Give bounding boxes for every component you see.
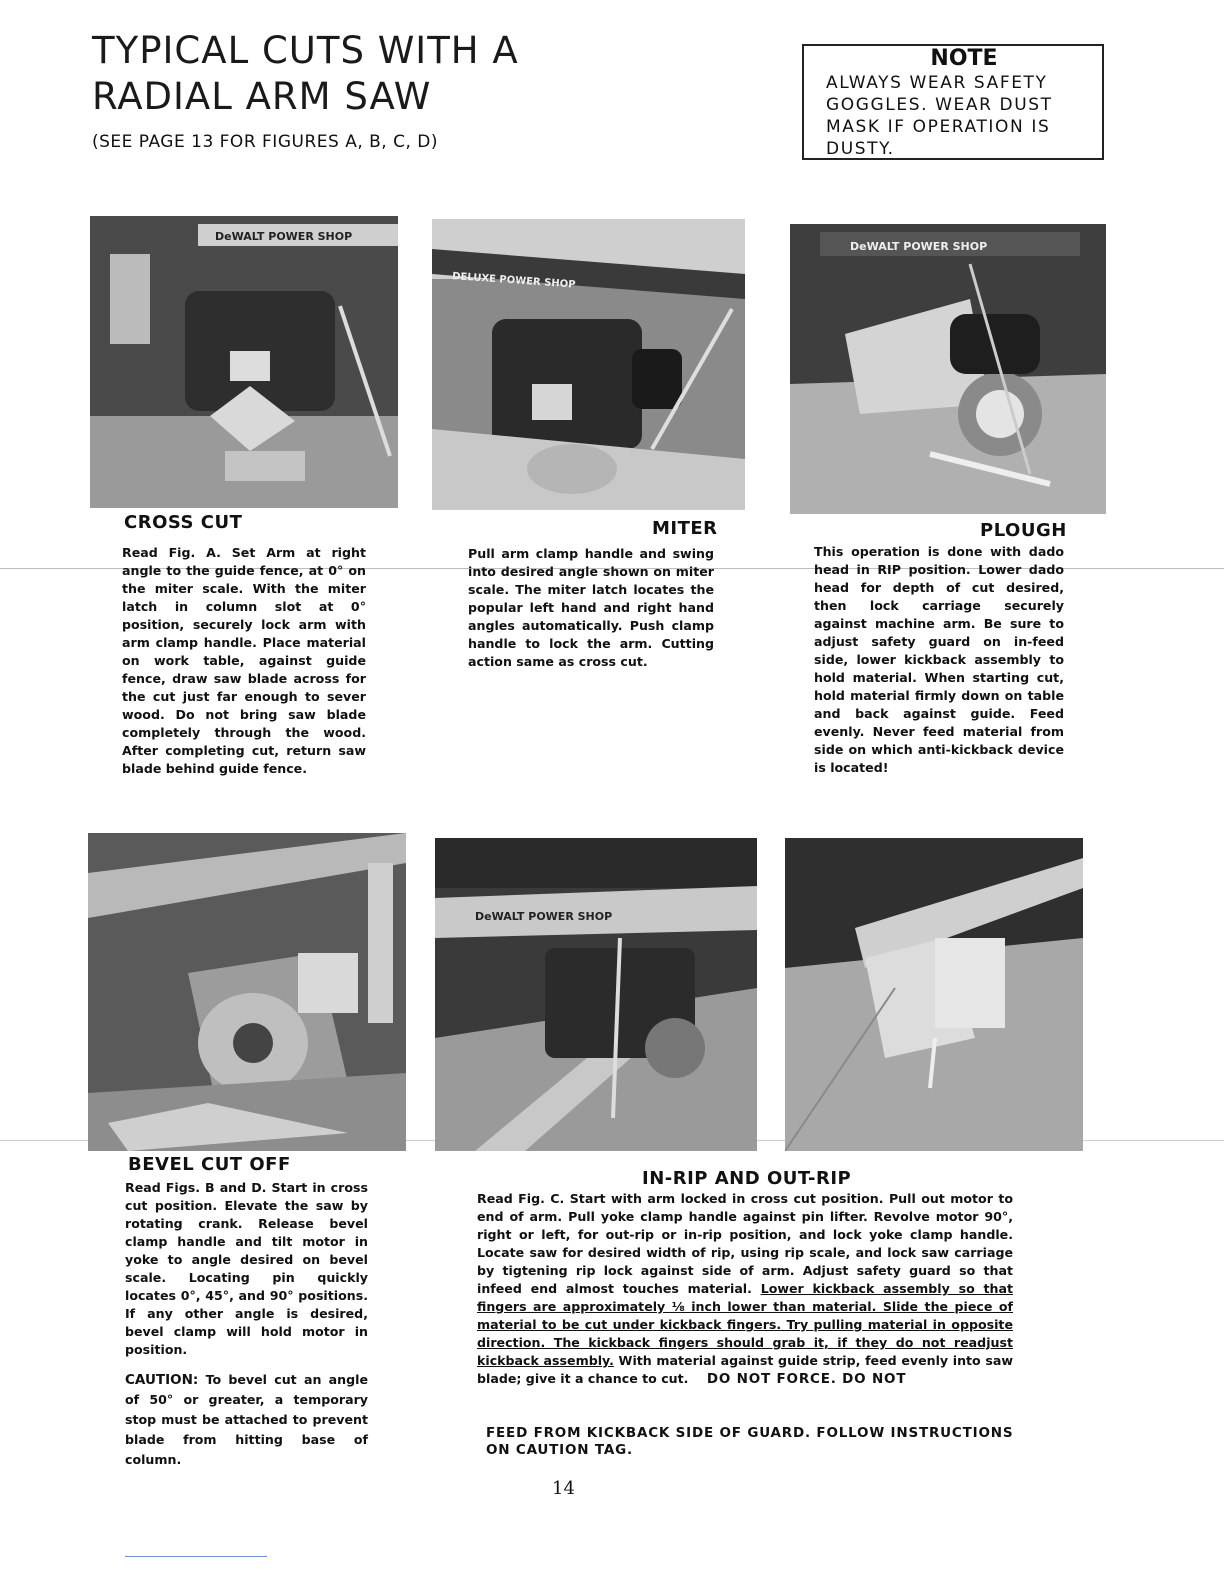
cross-cut-text: Read Fig. A. Set Arm at right angle to the guide fence, at 0° on the miter scale. With the miter latch in column slot at 0° position, securely lock arm with arm clamp handle. Place material on work table, against guide fence, draw saw blade across for the cut just far enough to sever wood. Do not bring saw blade completely through the wood. After completing cut, return saw blade behind guide fence. [122,545,366,776]
note-line: GOGGLES. WEAR DUST [826,95,1053,115]
rip-detail-photo [785,838,1083,1151]
rip-warning-1: DO NOT FORCE. DO NOT [706,1371,907,1387]
rip-text-after: With material against guide strip, feed evenly into saw blade; give it a chance to cut. [477,1353,1014,1386]
photo-brand-label: DELUXE POWER SHOP [451,271,576,291]
photo-brand-label: DeWALT POWER SHOP [215,230,353,243]
caution-label: CAUTION: [125,1372,199,1388]
rip-warning-3: ON CAUTION TAG. [486,1442,633,1458]
bevel-heading: BEVEL CUT OFF [128,1154,291,1175]
bevel-text: Read Figs. B and D. Start in cross cut position. Elevate the saw by rotating crank. Release bevel clamp handle and tilt motor in yoke to angle desired on bevel scale. Locating pin quickly locates 0°, 45°, and 90° positions. If any other angle is desired, bevel clamp will hold motor in position. [125,1180,368,1357]
rip-text-main: Read Fig. C. Start with arm locked in cross cut position. Pull out motor to end of arm. Pull yoke clamp handle against pin lifter. Revolve motor 90°, right or left, for out-rip or in-rip position, and lock yoke clamp handle. Locate saw for desired width of rip, using rip scale, and lock saw carriage by tigtening rip lock against side of arm. Adjust safety guard so that infeed end almost touches material. [477,1191,1013,1296]
page-title [92,28,519,120]
miter-photo [432,219,745,510]
page-number: 14 [552,1478,575,1499]
plough-photo [790,224,1106,514]
plough-text: This operation is done with dado head in RIP position. Lower dado head for depth of cut desired, then lock carriage securely against machine arm. Be sure to adjust safety guard on in-feed side, lower kickback assembly to hold material. When starting cut, hold material firmly down on table and back against guide. Feed evenly. Never feed material from side on which anti-kickback device is located! [814,544,1064,775]
miter-heading: MITER [652,518,718,539]
rip-text [477,1190,1013,1388]
photo-brand-label: DeWALT POWER SHOP [850,240,988,253]
rip-warning-2: FEED FROM KICKBACK SIDE OF GUARD. FOLLOW INSTRUCTIONS [486,1425,1014,1441]
plough-heading: PLOUGH [980,520,1067,541]
miter-text: Pull arm clamp handle and swing into desired angle shown on miter scale. The miter latch locates the popular left hand and right hand angles automatically. Push clamp handle to lock the arm. Cutting action same as cross cut. [468,546,714,669]
cross-cut-photo [90,216,398,508]
title-line-2: RADIAL ARM SAW [92,75,432,118]
photo-brand-label: DeWALT POWER SHOP [475,910,613,923]
safety-note-box [802,44,1104,160]
rip-heading: IN-RIP AND OUT-RIP [642,1168,852,1189]
note-line: ALWAYS WEAR SAFETY [826,73,1048,93]
bevel-caution [125,1370,368,1470]
cross-cut-heading: CROSS CUT [124,512,243,533]
title-line-1: TYPICAL CUTS WITH A [92,29,519,72]
note-line: MASK IF OPERATION IS [826,117,1051,137]
bevel-photo [88,833,406,1151]
note-body [826,72,1102,160]
note-heading: NOTE [930,46,998,71]
page-subtitle: (SEE PAGE 13 FOR FIGURES A, B, C, D) [92,132,438,152]
footer-rule [125,1556,267,1557]
rip-photo [435,838,757,1151]
caution-text: To bevel cut an angle of 50° or greater, a temporary stop must be attached to prevent blade from hitting base of column. [125,1372,368,1467]
rip-text-underlined: Lower kickback assembly so that fingers are approximately ⅛ inch lower than material. Slide the piece of material to be cut under kickback fingers. Try pulling material in opposite direction. The kickback fingers should grab it, if they do not readjust kickback assembly. [477,1281,1013,1368]
note-line: DUSTY. [826,139,895,159]
